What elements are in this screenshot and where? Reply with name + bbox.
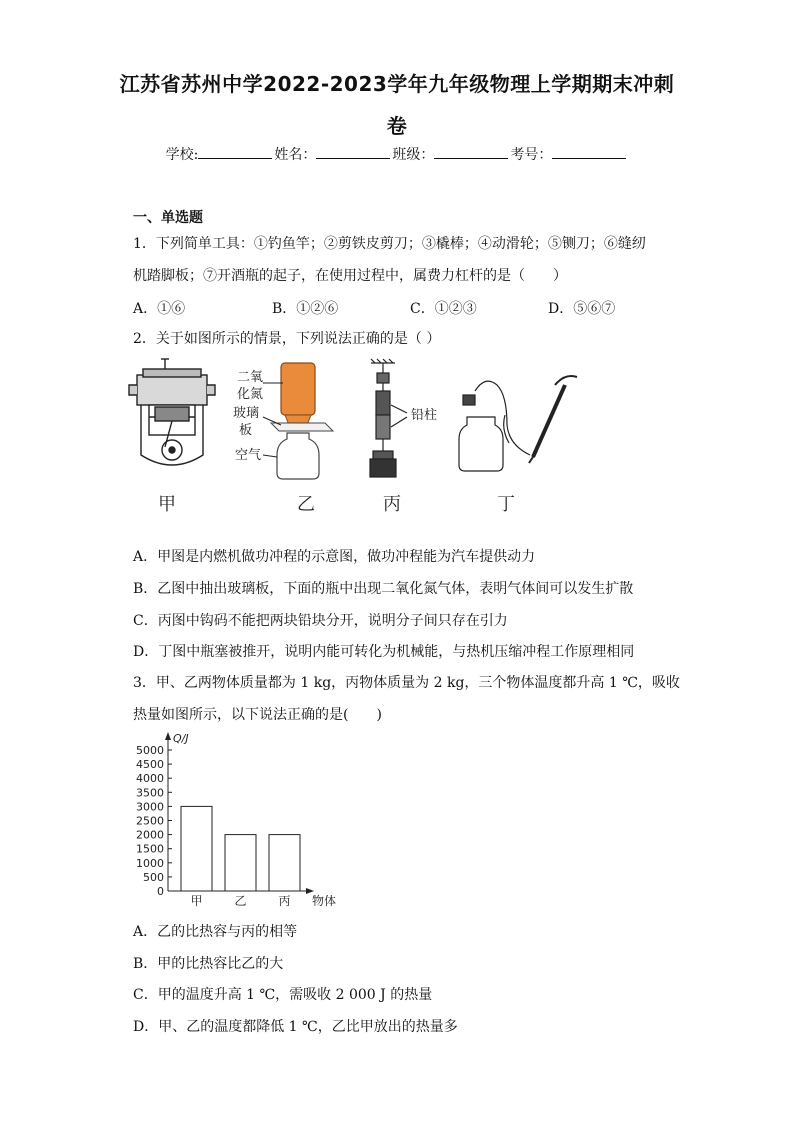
label-glass-1: 玻璃	[233, 406, 260, 421]
name-field[interactable]	[316, 144, 390, 159]
y-tick-label: 0	[157, 885, 164, 898]
bar-0	[181, 806, 212, 891]
section-title: 一、单选题	[133, 210, 203, 226]
q3-option-a[interactable]: A．乙的比热容与丙的相等	[133, 924, 298, 940]
y-tick-label: 5000	[136, 744, 164, 757]
y-tick-label: 1000	[136, 856, 164, 870]
q1-option-b[interactable]: B．①②⑥	[272, 301, 339, 317]
y-tick-label: 1500	[136, 842, 164, 856]
y-axis-label: Q/J	[173, 732, 189, 745]
school-field[interactable]	[198, 144, 272, 159]
lead-cylinders	[370, 359, 407, 477]
student-info-row	[0, 144, 794, 164]
figure-label-jia: 甲	[158, 494, 176, 515]
label-air: 空气	[235, 448, 262, 463]
q2-option-d[interactable]: D．丁图中瓶塞被推开，说明内能可转化为机械能，与热机压缩冲程工作原理相同	[133, 644, 635, 660]
page-title: 江苏省苏州中学2022-2023学年九年级物理上学期期末冲刺	[119, 72, 675, 96]
figure-label-ding: 丁	[497, 494, 515, 515]
class-label: 班级：	[392, 147, 435, 163]
q2-stem: 2．关于如图所示的情景，下列说法正确的是（ ）	[133, 331, 441, 347]
y-tick-label: 3000	[136, 800, 164, 814]
bar-2	[269, 835, 300, 891]
q1-stem-line2: 机踏脚板；⑦开酒瓶的起子，在使用过程中，属费力杠杆的是（ ）	[133, 268, 567, 284]
q1-option-d[interactable]: D．⑤⑥⑦	[548, 301, 616, 317]
q3-option-d[interactable]: D．甲、乙的温度都降低 1 ℃，乙比甲放出的热量多	[133, 1019, 458, 1035]
y-tick-label: 4500	[136, 758, 164, 772]
label-glass-2: 板	[239, 423, 253, 438]
figure-label-yi: 乙	[297, 494, 315, 515]
y-axis-arrow	[165, 732, 171, 740]
q2-option-b[interactable]: B．乙图中抽出玻璃板，下面的瓶中出现二氧化氮气体，表明气体间可以发生扩散	[133, 581, 634, 597]
class-field[interactable]	[434, 144, 508, 159]
y-tick-label: 2000	[136, 828, 164, 842]
q3-option-c[interactable]: C．甲的温度升高 1 ℃，需吸收 2 000 J 的热量	[133, 987, 433, 1003]
q1-option-c[interactable]: C．①②③	[410, 301, 477, 317]
page-title-continued: 卷	[386, 114, 408, 138]
y-tick-label: 3500	[136, 786, 164, 800]
pump-bottle	[459, 376, 577, 471]
label-lead: 铅柱	[411, 408, 438, 423]
label-no2-2: 化氮	[237, 387, 264, 402]
y-tick-label: 2500	[136, 814, 164, 828]
q1-stem-line1: 1．下列简单工具：①钓鱼竿；②剪铁皮剪刀；③橇棒；④动滑轮；⑤铡刀；⑥缝纫	[133, 236, 646, 252]
exam-number-field[interactable]	[552, 144, 626, 159]
x-category-label: 甲	[190, 894, 203, 908]
q2-figure	[125, 355, 595, 520]
x-axis-label: 物体	[312, 894, 337, 908]
bar-1	[225, 835, 256, 891]
q1-option-a[interactable]: A．①⑥	[133, 301, 186, 317]
figure-label-bing: 丙	[383, 494, 401, 515]
q3-stem-line2: 热量如图所示，以下说法正确的是( )	[133, 707, 382, 723]
exam-number-label: 考号：	[510, 147, 553, 163]
q2-option-c[interactable]: C．丙图中钩码不能把两块铅块分开，说明分子间只存在引力	[133, 613, 508, 629]
label-no2-1: 二氧	[237, 370, 264, 385]
school-label: 学校:	[165, 147, 199, 163]
x-category-label: 丙	[278, 894, 291, 908]
q3-option-b[interactable]: B．甲的比热容比乙的大	[133, 956, 284, 972]
q3-stem-line1: 3．甲、乙两物体质量都为 1 kg，丙物体质量为 2 kg，三个物体温度都升高 1 ℃，吸收	[133, 675, 680, 691]
q3-bar-chart	[128, 728, 348, 913]
q2-option-a[interactable]: A．甲图是内燃机做功冲程的示意图，做功冲程能为汽车提供动力	[133, 549, 536, 565]
engine-diagram	[129, 359, 215, 465]
diffusion-jars	[263, 363, 333, 479]
y-tick-label: 500	[143, 870, 164, 884]
x-category-label: 乙	[234, 894, 247, 908]
name-label: 姓名：	[274, 147, 317, 163]
y-tick-label: 4000	[136, 772, 164, 786]
